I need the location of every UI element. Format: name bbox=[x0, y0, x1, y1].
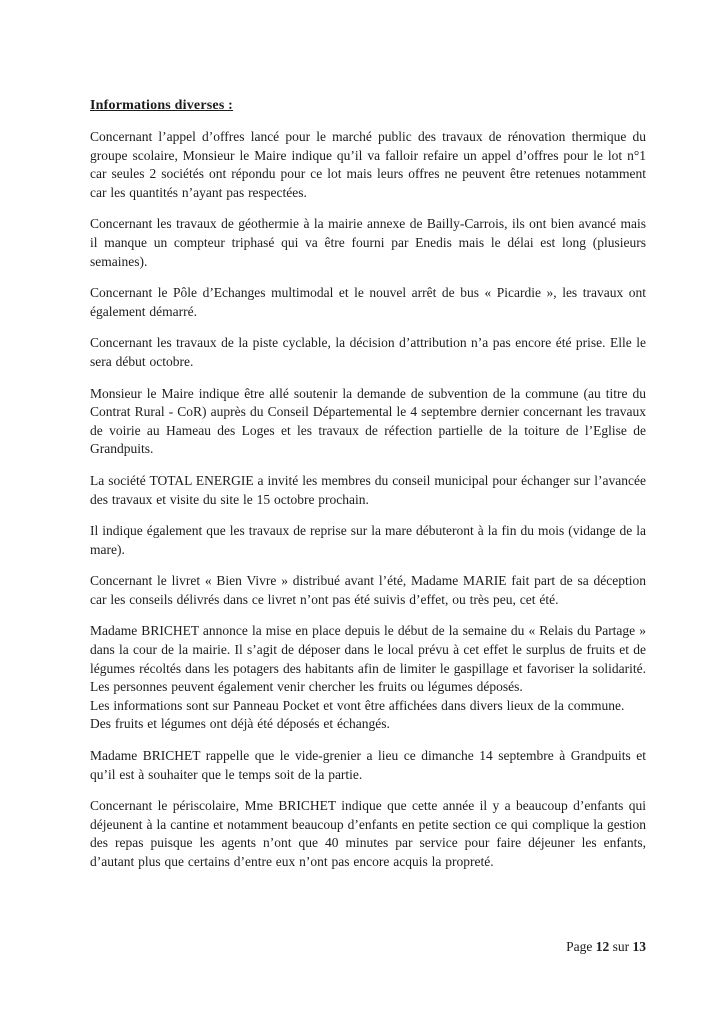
paragraph-appel-offres: Concernant l’appel d’offres lancé pour le marché public des travaux de rénovation thermique du groupe scolaire, Monsieur le Maire indique qu’il va falloir refaire un appel d’offres pour le lot n°1 car seules 2 sociétés ont répondu pour ce lot mais leurs offres ne peuvent être retenues notamment car les quantités n’ayant pas respectées. bbox=[90, 129, 646, 200]
paragraph-mare: Il indique également que les travaux de reprise sur la mare débuteront à la fin du mois (vidange de la mare). bbox=[90, 523, 646, 557]
paragraph-fruits-deposes: Des fruits et légumes ont déjà été déposés et échangés. bbox=[90, 716, 390, 732]
paragraph-total-energie: La société TOTAL ENERGIE a invité les membres du conseil municipal pour échanger sur l’avancée des travaux et visite du site le 15 octobre prochain. bbox=[90, 472, 646, 507]
footer-separator: sur bbox=[609, 939, 633, 954]
paragraph-subvention: Monsieur le Maire indique être allé soutenir la demande de subvention de la commune (au titre du Contrat Rural - CoR) auprès du Conseil Départemental le 4 septembre dernier concernant les travaux de voirie au Hameau des Loges et les travaux de réfection partielle de la toiture de l’Eglise de Grandpuits. bbox=[90, 385, 646, 457]
page-footer bbox=[566, 938, 646, 956]
paragraph-vide-grenier: Madame BRICHET rappelle que le vide-grenier a lieu ce dimanche 14 septembre à Grandpuits et qu’il est à souhaiter que le temps soit de la partie. bbox=[90, 748, 646, 782]
section-heading: Informations diverses : bbox=[90, 98, 234, 113]
paragraph-periscolaire: Concernant le périscolaire, Mme BRICHET indique que cette année il y a beaucoup d’enfants qui déjeunent à la cantine et notamment beaucoup d’enfants en petite section ce qui complique la gestion des repas puisque les agents n’ont que 40 minutes par service pour faire déjeuner les enfants, d’autant plus que certains d’entre eux n’ont pas encore acquis la propreté. bbox=[90, 798, 646, 869]
paragraph-geothermie: Concernant les travaux de géothermie à la mairie annexe de Bailly-Carrois, ils ont bien avancé mais il manque un compteur triphasé qui va être fourni par Enedis mais le délai est long (plusieurs semaines). bbox=[90, 216, 646, 269]
paragraph-pole-echanges: Concernant le Pôle d’Echanges multimodal et le nouvel arrêt de bus « Picardie », les travaux ont également démarré. bbox=[90, 285, 646, 319]
paragraph-livret-bien-vivre: Concernant le livret « Bien Vivre » distribué avant l’été, Madame MARIE fait part de sa déception car les conseils délivrés dans ce livret n’ont pas été suivis d’effet, ou très peu, cet été. bbox=[90, 573, 646, 607]
footer-page-label: Page bbox=[566, 939, 596, 954]
paragraph-panneau-pocket: Les informations sont sur Panneau Pocket et vont être affichées dans divers lieux de la commune. bbox=[90, 697, 625, 713]
document-body bbox=[90, 97, 646, 872]
footer-total-pages: 13 bbox=[632, 939, 646, 954]
footer-current-page: 12 bbox=[595, 939, 610, 954]
paragraph-piste-cyclable: Concernant les travaux de la piste cyclable, la décision d’attribution n’a pas encore été prise. Elle le sera début octobre. bbox=[90, 335, 646, 369]
paragraph-relais-du-partage: Madame BRICHET annonce la mise en place depuis le début de la semaine du « Relais du Partage » dans la cour de la mairie. Il s’agit de déposer dans le local prévu à cet effet le surplus de fruits et de légumes récoltés dans les potagers des habitants afin de limiter le gaspillage et favoriser la solidarité. Les personnes peuvent également venir chercher les fruits ou légumes déposés. bbox=[90, 623, 646, 695]
